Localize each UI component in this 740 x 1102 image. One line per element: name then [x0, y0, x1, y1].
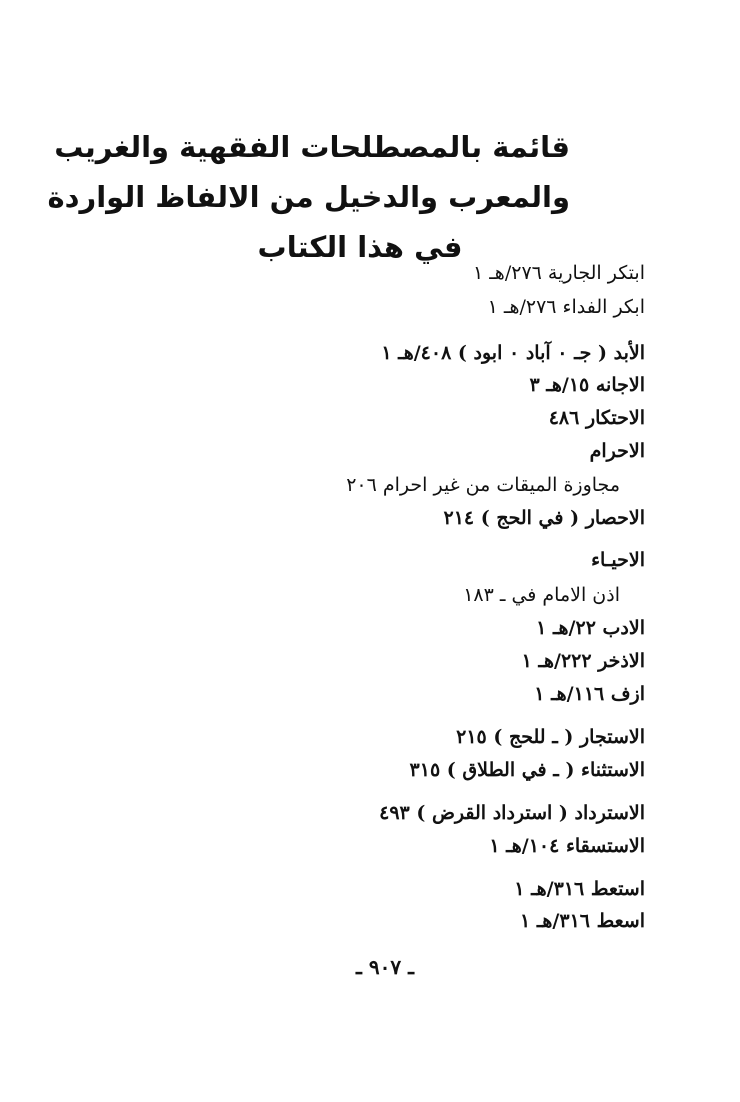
index-entry: الاجانه ١٥/هـ ٣: [529, 374, 645, 396]
index-entry: ابتكر الجارية ٢٧٦/هـ ١: [472, 262, 645, 284]
index-entry: ابكر الفداء ٢٧٦/هـ ١: [487, 296, 645, 318]
index-subentry: اذن الامام في ـ ١٨٣: [463, 584, 620, 606]
index-entry: الاحتكار ٤٨٦: [548, 407, 645, 429]
index-entry: الاسترداد ( استرداد القرض ) ٤٩٣: [379, 802, 645, 824]
index-entry: الاستثناء ( ـ في الطلاق ) ٣١٥: [409, 759, 645, 781]
index-entry: اسعط ٣١٦/هـ ١: [520, 910, 645, 932]
index-entry: ازف ١١٦/هـ ١: [534, 683, 645, 705]
index-entry: استعط ٣١٦/هـ ١: [514, 878, 645, 900]
page-number: ـ ٩٠٧ ـ: [356, 955, 414, 979]
index-entry: الادب ٢٢/هـ ١: [536, 617, 645, 639]
index-subentry: مجاوزة الميقات من غير احرام ٢٠٦: [346, 474, 620, 496]
title-line-1: قائمة بالمصطلحات الفقهية والغريب: [54, 130, 570, 164]
index-entry: الاستجار ( ـ للحج ) ٢١٥: [456, 726, 645, 748]
index-title: [47, 122, 570, 272]
index-entry: الاذخر ٢٢٢/هـ ١: [521, 650, 645, 672]
index-entry: الاحرام: [589, 440, 645, 462]
index-entry: الاحصار ( في الحج ) ٢١٤: [443, 507, 645, 529]
index-entry: الأبد ( جـ ٠ آباد ٠ ابود ) ٤٠٨/هـ ١: [381, 342, 645, 364]
index-entry: الاستسقاء ١٠٤/هـ ١: [489, 835, 645, 857]
index-entry: الاحيـاء: [591, 549, 645, 571]
title-line-3: في هذا الكتاب: [257, 230, 463, 264]
title-line-2: والمعرب والدخيل من الالفاظ الواردة: [47, 180, 570, 214]
